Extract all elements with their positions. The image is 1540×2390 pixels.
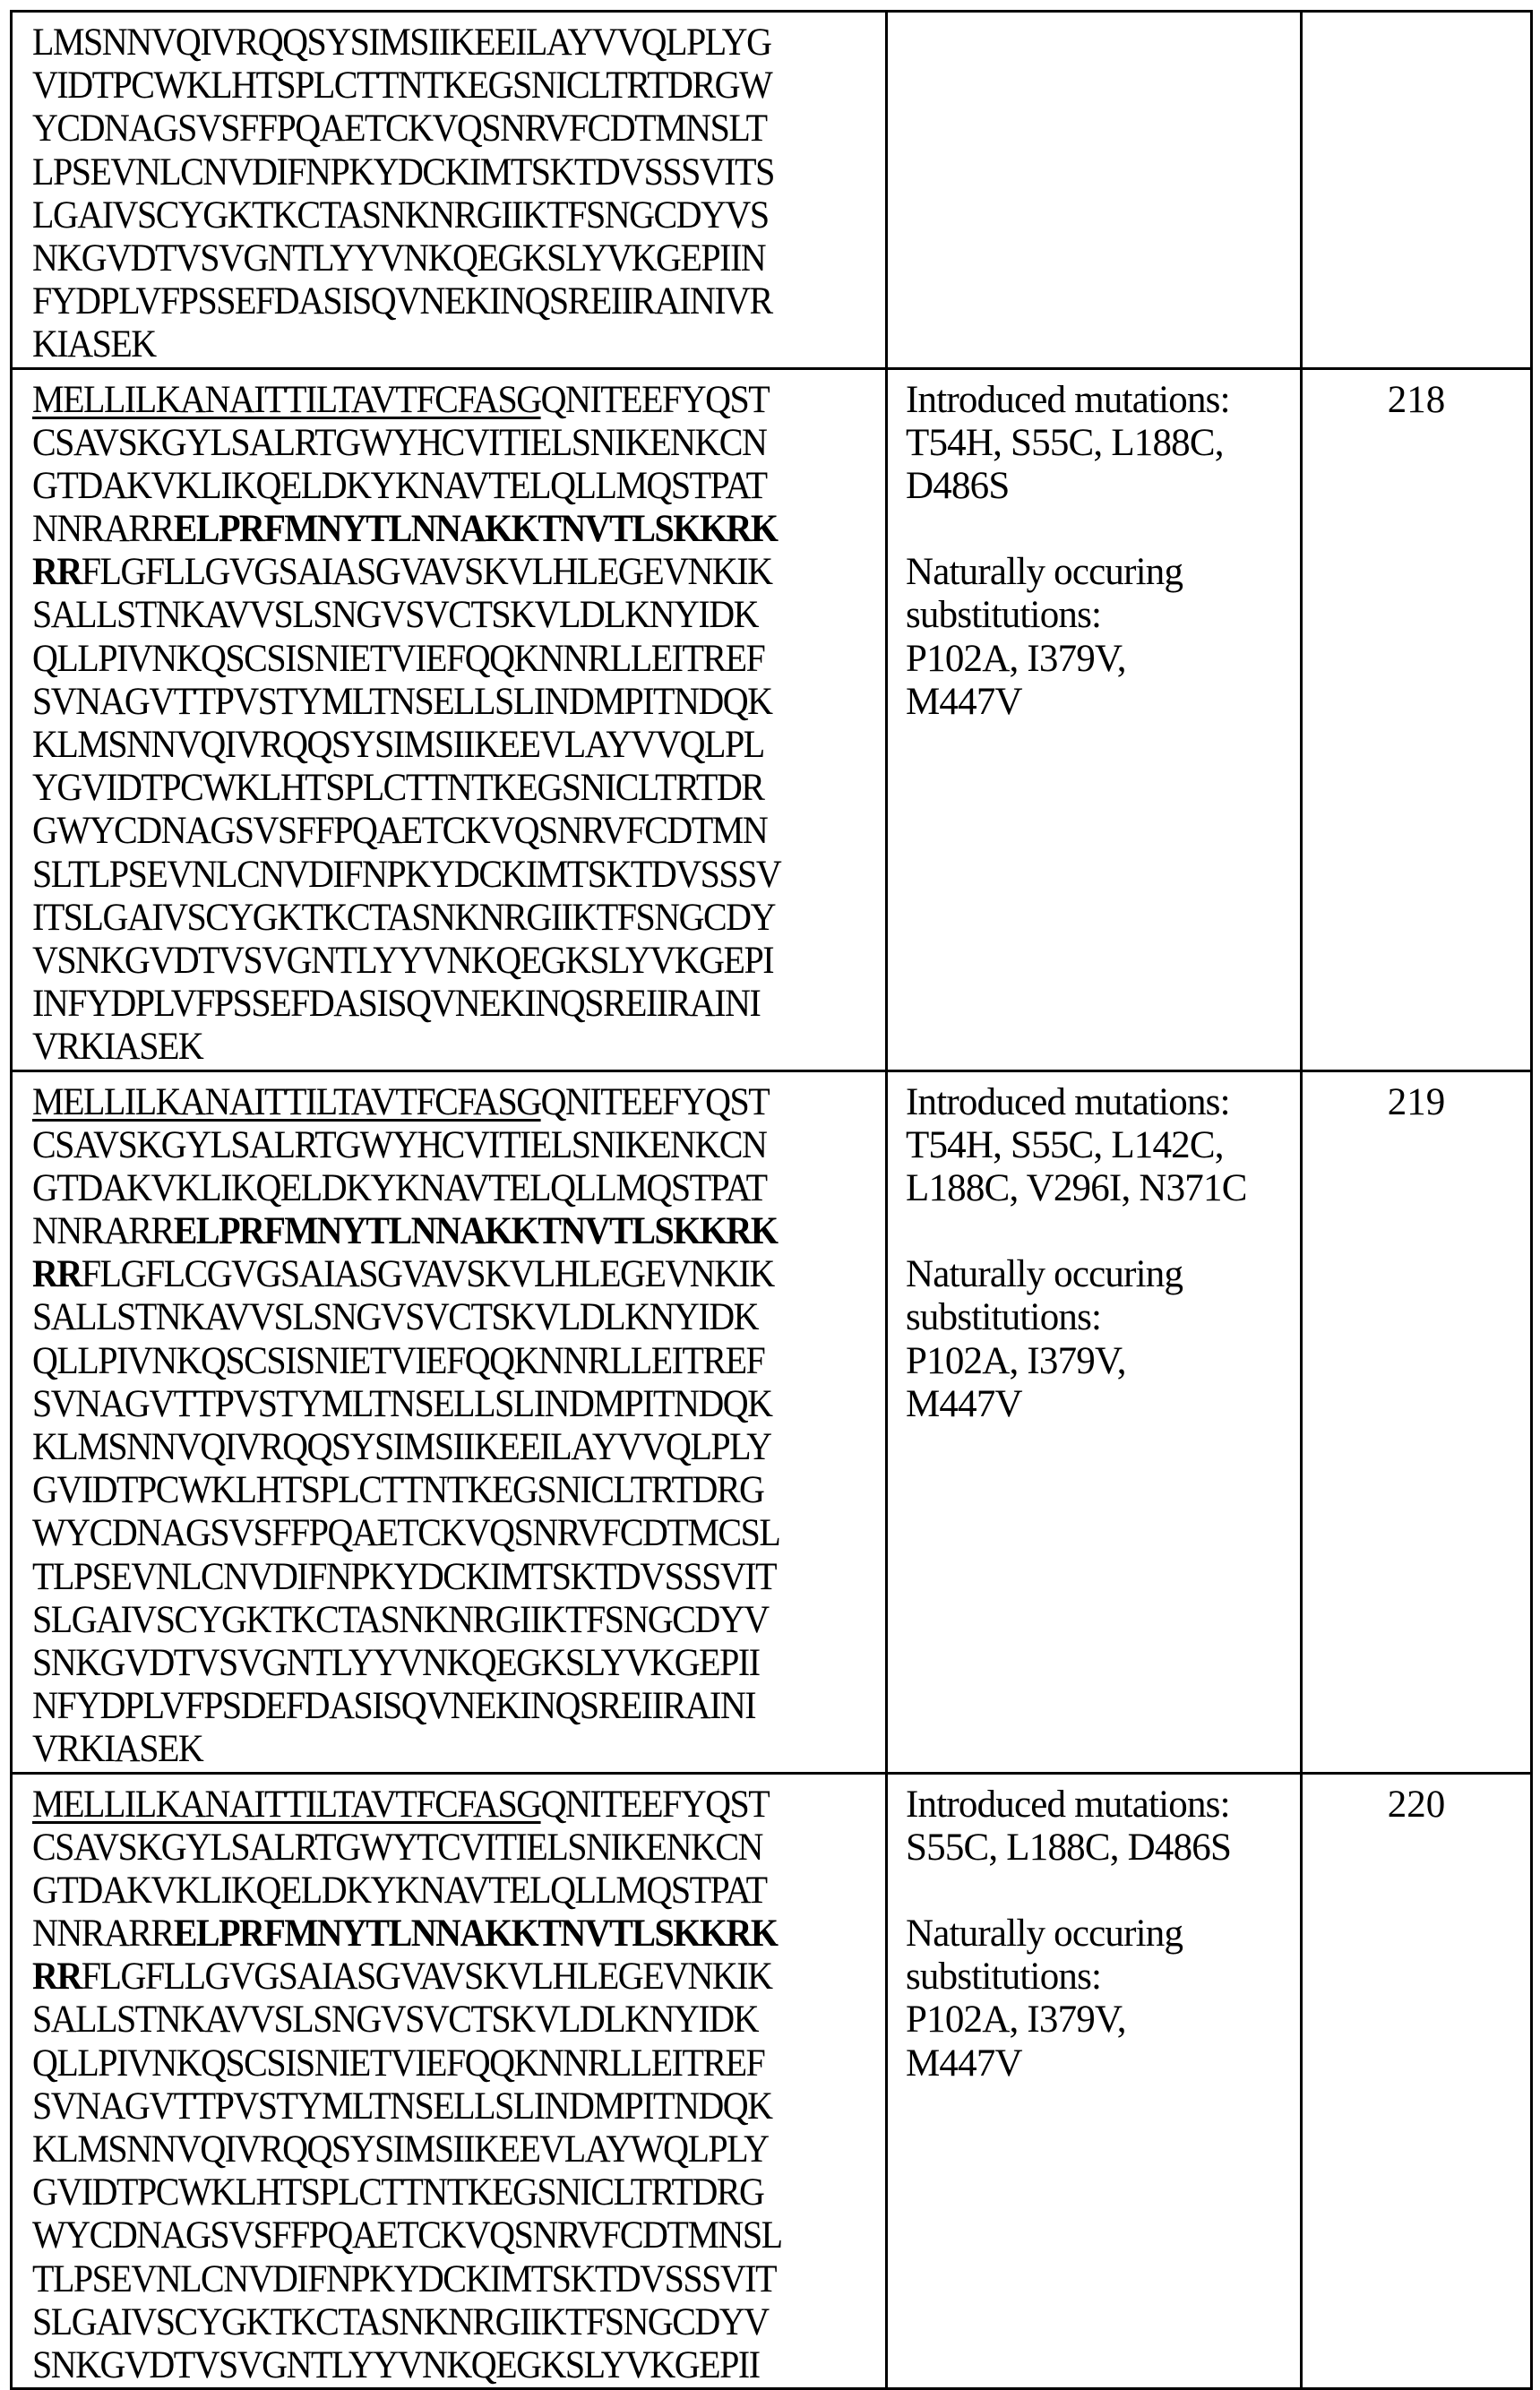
sequence-segment: SALLSTNKAVVSLSNGVSVCTSKVLDLKNYIDK	[32, 1296, 759, 1339]
sequence-line	[32, 2085, 825, 2128]
natural-substitutions-label: substitutions:	[906, 1296, 1102, 1339]
sequence-line	[32, 1784, 825, 1827]
sequence-line	[32, 1426, 825, 1469]
sequence-segment: NKGVDTVSVGNTLYYVNKQEGKSLYVKGEPIIN	[32, 236, 766, 279]
sequence-line	[32, 551, 825, 594]
sequence-segment: NFYDPLVFPSDEFDASISQVNEKINQSREIIRAINI	[32, 1685, 756, 1728]
sequence-segment: NNRARR	[32, 508, 174, 551]
bold-region-segment: RR	[32, 551, 82, 594]
natural-substitutions-label: Naturally occuring	[906, 1253, 1183, 1296]
sequence-segment: YCDNAGSVSFFPQAETCKVQSNRVFCDTMNSLT	[32, 107, 767, 150]
sequence-segment: FYDPLVFPSSEFDASISQVNEKINQSREIIRAINIVR	[32, 280, 772, 323]
bold-region-segment: RR	[32, 1956, 82, 1999]
sequence-line	[32, 1296, 825, 1339]
sequence-segment: QLLPIVNKQSCSISNIETVIEFQQKNNRLLEITREF	[32, 1339, 765, 1382]
sequence-segment: GVIDTPCWKLHTSPLCTTNTKEGSNICLTRTDRG	[32, 2171, 764, 2214]
sequence-line	[32, 681, 825, 724]
description-cell	[887, 12, 1302, 369]
sequence-line	[32, 983, 825, 1026]
sequence-segment: CSAVSKGYLSALRTGWYHCVITIELSNIKENKCN	[32, 421, 767, 464]
introduced-mutations-value: L188C, V296I, N371C	[906, 1166, 1247, 1209]
sequence-segment: WYCDNAGSVSFFPQAETCKVQSNRVFCDTMCSL	[32, 1512, 780, 1555]
signal-peptide-segment: MELLILKANAITTILTAVTFCFASG	[32, 378, 541, 421]
sequence-segment: KLMSNNVQIVRQQSYSIMSIIKEEILAYVVQLPLY	[32, 1426, 771, 1468]
introduced-mutations-value: D486S	[906, 464, 1010, 507]
sequence-segment: INFYDPLVFPSSEFDASISQVNEKINQSREIIRAINI	[32, 983, 761, 1026]
sequence-line	[32, 638, 825, 681]
sequence-segment: SLGAIVSCYGKTKCTASNKNRGIIKTFSNGCDYV	[32, 2300, 769, 2343]
sequence-line	[32, 1685, 825, 1728]
sequence-line	[32, 323, 825, 366]
sequence-line	[32, 724, 825, 767]
sequence-line	[32, 508, 825, 551]
natural-substitutions-value: P102A, I379V,	[906, 1999, 1126, 2042]
seq-id: 219	[1387, 1080, 1446, 1123]
sequence-segment: GVIDTPCWKLHTSPLCTTNTKEGSNICLTRTDRG	[32, 1469, 764, 1512]
sequence-line	[32, 1999, 825, 2042]
sequence-cell	[12, 368, 887, 1070]
description-cell	[887, 1773, 1302, 2389]
table-row	[12, 1773, 1532, 2389]
sequence-segment: CSAVSKGYLSALRTGWYHCVITIELSNIKENKCN	[32, 1123, 767, 1166]
sequence-segment: QNITEEFYQST	[540, 1783, 770, 1826]
bold-region-segment: RR	[32, 1253, 82, 1296]
bold-region-segment: ELPRFMNYTLNNAKKTNVTLSKKRK	[173, 508, 778, 551]
sequence-line	[32, 280, 825, 323]
sequence-segment: SALLSTNKAVVSLSNGVSVCTSKVLDLKNYIDK	[32, 1999, 759, 2042]
sequence-segment: FLGFLCGVGSAIASGVAVSKVLHLEGEVNKIK	[81, 1253, 774, 1296]
sequence-segment: YGVIDTPCWKLHTSPLCTTNTKEGSNICLTRTDR	[32, 767, 764, 810]
seq-id-cell	[1302, 1773, 1532, 2389]
natural-substitutions-label: Naturally occuring	[906, 551, 1183, 594]
spacer	[906, 508, 1291, 551]
sequence-segment: VRKIASEK	[32, 1026, 203, 1069]
sequence-line	[32, 1956, 825, 1999]
sequence-line	[32, 1827, 825, 1870]
sequence-segment: LPSEVNLCNVDIFNPKYDCKIMTSKTDVSSSVITS	[32, 150, 774, 193]
sequence-line	[32, 2258, 825, 2301]
sequence-segment: GTDAKVKLIKQELDKYKNAVTELQLLMQSTPAT	[32, 464, 767, 507]
sequence-segment: SLGAIVSCYGKTKCTASNKNRGIIKTFSNGCDYV	[32, 1598, 769, 1641]
sequence-segment: CSAVSKGYLSALRTGWYTCVITIELSNIKENKCN	[32, 1826, 762, 1869]
sequence-segment: QNITEEFYQST	[540, 378, 770, 421]
seq-id-cell	[1302, 12, 1532, 369]
sequence-segment: SALLSTNKAVVSLSNGVSVCTSKVLDLKNYIDK	[32, 594, 759, 637]
signal-peptide-segment: MELLILKANAITTILTAVTFCFASG	[32, 1080, 541, 1123]
sequence-line	[32, 21, 825, 64]
signal-peptide-segment: MELLILKANAITTILTAVTFCFASG	[32, 1783, 541, 1826]
table-row	[12, 12, 1532, 369]
sequence-line	[32, 2171, 825, 2214]
natural-substitutions-label: substitutions:	[906, 594, 1102, 637]
bold-region-segment: ELPRFMNYTLNNAKKTNVTLSKKRK	[173, 1913, 778, 1956]
sequence-segment: KLMSNNVQIVRQQSYSIMSIIKEEVLAYWQLPLY	[32, 2128, 769, 2171]
introduced-mutations-value: T54H, S55C, L188C,	[906, 421, 1224, 464]
sequence-line	[32, 897, 825, 940]
sequence-segment: KLMSNNVQIVRQQSYSIMSIIKEEVLAYVVQLPL	[32, 724, 764, 766]
natural-substitutions-value: M447V	[906, 2042, 1022, 2085]
sequence-segment: SVNAGVTTPVSTYMLTNSELLSLINDMPITNDQK	[32, 680, 772, 723]
sequence-segment: GTDAKVKLIKQELDKYKNAVTELQLLMQSTPAT	[32, 1166, 767, 1209]
sequence-segment: SLTLPSEVNLCNVDIFNPKYDCKIMTSKTDVSSSV	[32, 853, 781, 896]
introduced-mutations-label: Introduced mutations:	[906, 378, 1230, 421]
sequence-line	[32, 1081, 825, 1124]
table-row	[12, 368, 1532, 1070]
sequence-line	[32, 1870, 825, 1913]
sequence-line	[32, 2301, 825, 2344]
sequence-segment: KIASEK	[32, 323, 156, 366]
sequence-line	[32, 2214, 825, 2257]
seq-id-cell	[1302, 1070, 1532, 1773]
sequence-line	[32, 940, 825, 983]
sequence-segment: FLGFLLGVGSAIASGVAVSKVLHLEGEVNKIK	[81, 551, 772, 594]
sequence-segment: QLLPIVNKQSCSISNIETVIEFQQKNNRLLEITREF	[32, 2042, 765, 2085]
natural-substitutions-value: P102A, I379V,	[906, 637, 1126, 680]
seq-id: 220	[1387, 1783, 1446, 1826]
sequence-line	[32, 1383, 825, 1426]
sequence-table-body	[12, 12, 1532, 2389]
introduced-mutations-label: Introduced mutations:	[906, 1080, 1230, 1123]
sequence-line	[32, 2344, 825, 2387]
natural-substitutions-label: Naturally occuring	[906, 1913, 1183, 1956]
sequence-segment: LGAIVSCYGKTKCTASNKNRGIIKTFSNGCDYVS	[32, 193, 769, 236]
introduced-mutations-value: T54H, S55C, L142C,	[906, 1123, 1224, 1166]
sequence-segment: GWYCDNAGSVSFFPQAETCKVQSNRVFCDTMN	[32, 810, 768, 853]
sequence-line	[32, 1469, 825, 1512]
description-cell	[887, 1070, 1302, 1773]
sequence-segment: VSNKGVDTVSVGNTLYYVNKQEGKSLYVKGEPI	[32, 939, 774, 982]
sequence-segment: FLGFLLGVGSAIASGVAVSKVLHLEGEVNKIK	[81, 1956, 772, 1999]
sequence-segment: SNKGVDTVSVGNTLYYVNKQEGKSLYVKGEPII	[32, 1641, 760, 1684]
sequence-segment: SNKGVDTVSVGNTLYYVNKQEGKSLYVKGEPII	[32, 2343, 760, 2386]
sequence-line	[32, 422, 825, 465]
introduced-mutations-label: Introduced mutations:	[906, 1783, 1230, 1826]
sequence-line	[32, 379, 825, 422]
sequence-line	[32, 64, 825, 107]
sequence-line	[32, 2042, 825, 2085]
sequence-line	[32, 1728, 825, 1771]
sequence-line	[32, 465, 825, 508]
sequence-line	[32, 194, 825, 237]
sequence-segment: QNITEEFYQST	[540, 1080, 770, 1123]
bold-region-segment: ELPRFMNYTLNNAKKTNVTLSKKRK	[173, 1210, 778, 1253]
seq-id: 218	[1387, 378, 1446, 421]
natural-substitutions-label: substitutions:	[906, 1956, 1102, 1999]
spacer	[906, 1210, 1291, 1253]
sequence-cell	[12, 12, 887, 369]
sequence-segment: QLLPIVNKQSCSISNIETVIEFQQKNNRLLEITREF	[32, 637, 765, 680]
sequence-line	[32, 854, 825, 897]
sequence-line	[32, 1913, 825, 1956]
sequence-line	[32, 767, 825, 810]
sequence-segment: VRKIASEK	[32, 1728, 203, 1771]
description-cell	[887, 368, 1302, 1070]
sequence-line	[32, 2128, 825, 2171]
sequence-segment: GTDAKVKLIKQELDKYKNAVTELQLLMQSTPAT	[32, 1869, 767, 1912]
sequence-line	[32, 1512, 825, 1555]
sequence-segment: LMSNNVQIVRQQSYSIMSIIKEEILAYVVQLPLYG	[32, 21, 771, 64]
introduced-mutations-value: S55C, L188C, D486S	[906, 1826, 1232, 1869]
table-row	[12, 1070, 1532, 1773]
sequence-table	[10, 10, 1533, 2390]
sequence-line	[32, 1340, 825, 1383]
seq-id-cell	[1302, 368, 1532, 1070]
natural-substitutions-value: M447V	[906, 680, 1022, 723]
sequence-line	[32, 1556, 825, 1599]
natural-substitutions-value: P102A, I379V,	[906, 1339, 1126, 1382]
sequence-segment: SVNAGVTTPVSTYMLTNSELLSLINDMPITNDQK	[32, 2085, 772, 2128]
sequence-segment: SVNAGVTTPVSTYMLTNSELLSLINDMPITNDQK	[32, 1382, 772, 1425]
sequence-cell	[12, 1070, 887, 1773]
sequence-segment: VIDTPCWKLHTSPLCTTNTKEGSNICLTRTDRGW	[32, 64, 772, 107]
sequence-segment: ITSLGAIVSCYGKTKCTASNKNRGIIKTFSNGCDY	[32, 896, 775, 939]
sequence-line	[32, 1124, 825, 1167]
sequence-segment: WYCDNAGSVSFFPQAETCKVQSNRVFCDTMNSL	[32, 2214, 782, 2257]
sequence-line	[32, 1642, 825, 1685]
sequence-line	[32, 1253, 825, 1296]
sequence-line	[32, 810, 825, 853]
sequence-line	[32, 1210, 825, 1253]
sequence-segment: NNRARR	[32, 1210, 174, 1253]
natural-substitutions-value: M447V	[906, 1382, 1022, 1425]
spacer	[906, 1870, 1291, 1913]
sequence-line	[32, 594, 825, 637]
sequence-line	[32, 1167, 825, 1210]
sequence-segment: TLPSEVNLCNVDIFNPKYDCKIMTSKTDVSSSVIT	[32, 1555, 777, 1598]
sequence-segment: TLPSEVNLCNVDIFNPKYDCKIMTSKTDVSSSVIT	[32, 2257, 777, 2300]
sequence-segment: NNRARR	[32, 1913, 174, 1956]
sequence-line	[32, 151, 825, 194]
sequence-cell	[12, 1773, 887, 2389]
sequence-line	[32, 107, 825, 150]
sequence-line	[32, 1026, 825, 1069]
sequence-line	[32, 1599, 825, 1642]
sequence-line	[32, 237, 825, 280]
